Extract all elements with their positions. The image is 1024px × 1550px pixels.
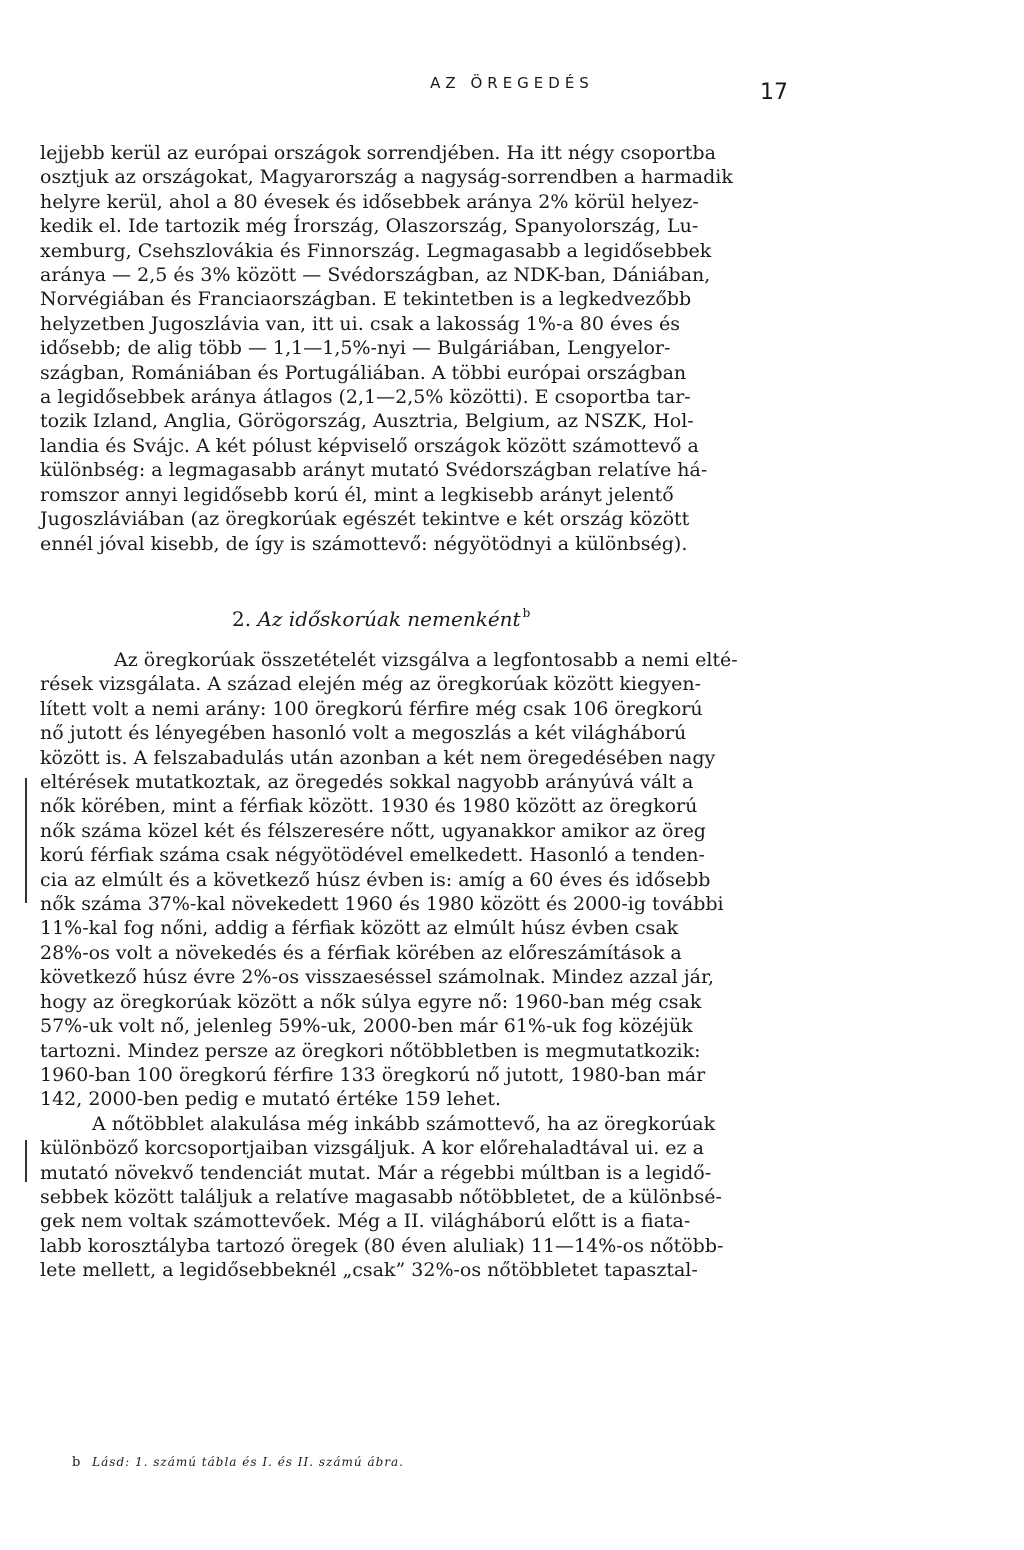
text-line: korú férfiak száma csak négyötödével emelkedett. Hasonló a tenden- — [40, 844, 705, 867]
text-line: lejjebb kerül az európai országok sorrendjében. Ha itt négy csoportba — [40, 142, 716, 164]
text-line: nő jutott és lényegében hasonló volt a megoszlás a két világháború — [40, 722, 687, 745]
footnote-reference: b — [522, 606, 531, 620]
text-line: nők körében, mint a férfiak között. 1930 és 1980 között az öregkorú — [40, 795, 698, 818]
text-line: a legidősebbek aránya átlagos (2,1—2,5% közötti). E csoportba tar- — [40, 386, 691, 409]
text-line: nők száma 37%-kal növekedett 1960 és 1980 között és 2000-ig további — [40, 893, 724, 916]
text-line: lete mellett, a legidősebbeknél „csak” 32%-os nőtöbbletet tapasztal- — [40, 1259, 698, 1282]
text-line: labb korosztályba tartozó öregek (80 éven aluliak) 11—14%-os nőtöbb- — [40, 1234, 724, 1257]
section-title: Az időskorúak nemenként — [257, 607, 521, 631]
text-line: helyzetben Jugoszlávia van, itt ui. csak a lakosság 1%-a 80 éves és — [40, 312, 680, 335]
text-line: kedik el. Ide tartozik még Írország, Olaszország, Spanyolország, Lu- — [40, 215, 699, 238]
text-line: lített volt a nemi arány: 100 öregkorú férfire még csak 106 öregkorú — [40, 697, 703, 720]
text-line: 57%-uk volt nő, jelenleg 59%-uk, 2000-ben már 61%-uk fog közéjük — [40, 1015, 693, 1038]
text-line: szágban, Romániában és Portugáliában. A többi európai országban — [40, 361, 687, 384]
text-line: helyre kerül, ahol a 80 évesek és idősebbek aránya 2% körül helyez- — [40, 190, 699, 213]
text-line: romszor annyi legidősebb korú él, mint a legkisebb arányt jelentő — [40, 483, 674, 506]
text-line: ennél jóval kisebb, de így is számottevő: négyötödnyi a különbség). — [40, 532, 688, 555]
paragraph-countries — [40, 141, 795, 556]
text-line: sebbek között találjuk a relatíve magasabb nőtöbbletet, de a különbsé- — [40, 1185, 722, 1208]
text-line: között is. A felszabadulás után azonban a két nem öregedésében nagy — [40, 746, 716, 769]
running-head: AZ ÖREGEDÉS — [430, 74, 594, 92]
text-line: Az öregkorúak összetételét vizsgálva a legfontosabb a nemi elté- — [114, 649, 738, 671]
text-line: tartozni. Mindez persze az öregkori nőtöbbletben is megmutatkozik: — [40, 1039, 701, 1062]
text-line: nők száma közel két és félszeresére nőtt, ugyanakkor amikor az öreg — [40, 819, 706, 842]
text-line: különböző korcsoportjaiban vizsgáljuk. A kor előrehaladtával ui. ez a — [40, 1137, 704, 1160]
footnote-text: Lásd: 1. számú tábla és I. és II. számú ábra. — [92, 1455, 404, 1469]
text-line: hogy az öregkorúak között a nők súlya egyre nő: 1960-ban még csak — [40, 990, 702, 1013]
text-line: landia és Svájc. A két pólust képviselő országok között számottevő a — [40, 434, 699, 457]
section-heading — [232, 606, 530, 631]
text-line: eltérések mutatkoztak, az öregedés sokkal nagyobb arányúvá vált a — [40, 771, 694, 794]
text-line: 1960-ban 100 öregkorú férfire 133 öregkorú nő jutott, 1980-ban már — [40, 1063, 706, 1086]
text-line: különbség: a legmagasabb arányt mutató Svédországban relatíve há- — [40, 459, 708, 482]
text-line: rések vizsgálata. A század elején még az öregkorúak között kiegyen- — [40, 673, 702, 696]
text-line: Norvégiában és Franciaországban. E tekintetben is a legkedvezőbb — [40, 288, 692, 311]
text-line: idősebb; de alig több — 1,1—1,5%-nyi — Bulgáriában, Lengyelor- — [40, 337, 671, 360]
text-line: A nőtöbblet alakulása még inkább számottevő, ha az öregkorúak — [92, 1112, 716, 1135]
text-line: tozik Izland, Anglia, Görögország, Ausztria, Belgium, az NSZK, Hol- — [40, 410, 694, 433]
text-line: gek nem voltak számottevőek. Még a II. világháború előtt is a fiata- — [40, 1210, 691, 1233]
text-line: 11%-kal fog nőni, addig a férfiak között az elmúlt húsz évben csak — [40, 917, 679, 940]
margin-line — [25, 778, 27, 903]
margin-line — [25, 1140, 27, 1182]
page-number: 17 — [760, 80, 788, 105]
text-line: cia az elmúlt és a következő húsz évben is: amíg a 60 éves és idősebb — [40, 868, 711, 891]
paragraph-sex-ratio — [40, 648, 795, 1283]
text-line: mutató növekvő tendenciát mutat. Már a régebbi múltban is a legidő- — [40, 1161, 712, 1184]
text-line: xemburg, Csehszlovákia és Finnország. Legmagasabb a legidősebbek — [40, 239, 712, 262]
text-line: 28%-os volt a növekedés és a férfiak körében az előreszámítások a — [40, 941, 682, 964]
footnote-marker: b — [72, 1455, 81, 1470]
text-line: 142, 2000-ben pedig e mutató értéke 159 lehet. — [40, 1088, 502, 1111]
text-line: következő húsz évre 2%-os visszaeséssel számolnak. Mindez azzal jár, — [40, 966, 715, 989]
text-line: Jugoszláviában (az öregkorúak egészét tekintve e két ország között — [40, 508, 690, 531]
text-line: osztjuk az országokat, Magyarország a nagyság-sorrendben a harmadik — [40, 166, 733, 189]
text-line: aránya — 2,5 és 3% között — Svédországban, az NDK-ban, Dániában, — [40, 264, 711, 287]
section-number: 2. — [232, 607, 252, 631]
footnote — [72, 1455, 404, 1470]
